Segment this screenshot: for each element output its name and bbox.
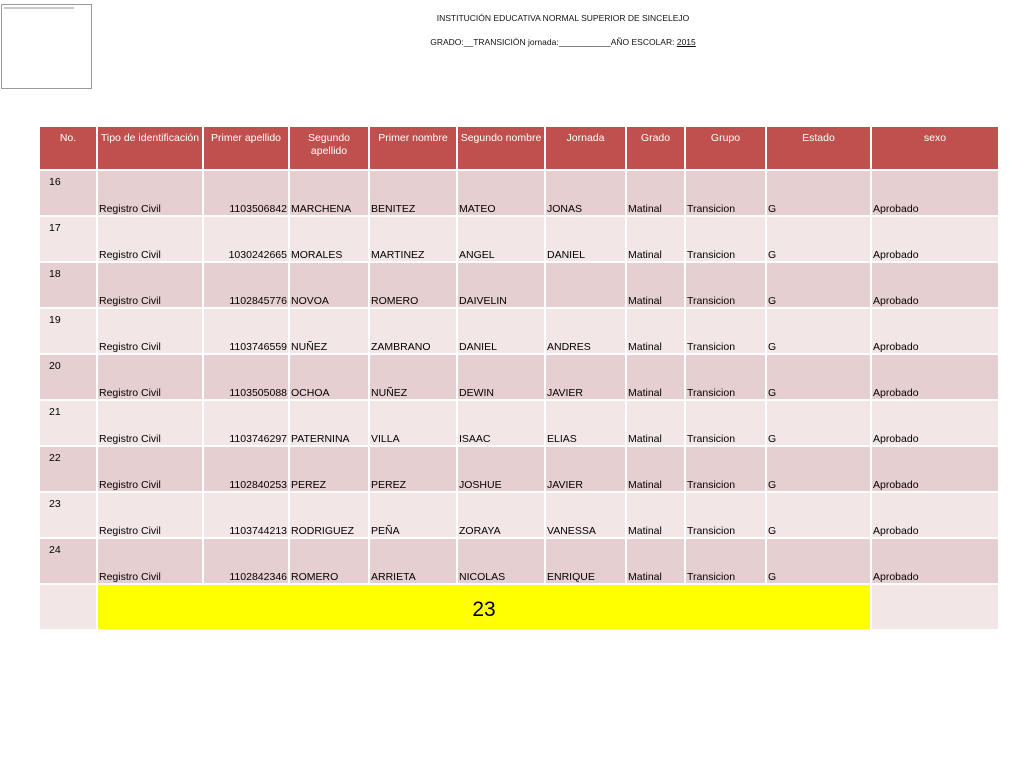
second-name-cell: ENRIQUE <box>546 539 625 583</box>
shift-cell: Matinal <box>627 447 684 491</box>
column-header: Grupo <box>686 127 765 169</box>
shift-cell: Matinal <box>627 355 684 399</box>
total-count: 23 <box>98 585 870 629</box>
second-surname-cell: PEÑA <box>370 493 456 537</box>
column-header: Estado <box>767 127 870 169</box>
table-header-row <box>40 127 998 169</box>
second-name-cell <box>546 263 625 307</box>
status-cell: Aprobado <box>872 263 998 307</box>
id-number-cell: 1103505088 <box>204 355 288 399</box>
column-header: sexo <box>872 127 998 169</box>
first-name-cell: ISAAC <box>458 401 544 445</box>
group-cell: G <box>767 217 870 261</box>
grade-cell: Transicion <box>686 263 765 307</box>
grade-cell: Transicion <box>686 355 765 399</box>
second-name-cell: ANDRES <box>546 309 625 353</box>
group-cell: G <box>767 309 870 353</box>
table-row <box>40 217 998 261</box>
first-name-cell: DEWIN <box>458 355 544 399</box>
grade-cell: Transicion <box>686 309 765 353</box>
grade-line <box>300 37 826 47</box>
second-surname-cell: ZAMBRANO <box>370 309 456 353</box>
id-type-cell: Registro Civil <box>98 447 202 491</box>
status-cell: Aprobado <box>872 171 998 215</box>
total-row <box>40 585 998 629</box>
id-type-cell: Registro Civil <box>98 401 202 445</box>
shift-cell: Matinal <box>627 217 684 261</box>
table-row <box>40 493 998 537</box>
first-surname-cell: NUÑEZ <box>290 309 368 353</box>
grade-line-text: GRADO:__TRANSICIÓN jornada:___________AÑO ESCOLAR: <box>430 37 677 47</box>
first-surname-cell: PEREZ <box>290 447 368 491</box>
total-row-spacer <box>872 585 998 629</box>
id-type-cell: Registro Civil <box>98 217 202 261</box>
shift-cell: Matinal <box>627 263 684 307</box>
first-name-cell: MATEO <box>458 171 544 215</box>
logo-caption-line <box>4 7 74 9</box>
row-number: 24 <box>40 539 96 583</box>
table-row <box>40 171 998 215</box>
second-name-cell: DANIEL <box>546 217 625 261</box>
status-cell: Aprobado <box>872 217 998 261</box>
row-number: 22 <box>40 447 96 491</box>
status-cell: Aprobado <box>872 401 998 445</box>
shift-cell: Matinal <box>627 493 684 537</box>
second-surname-cell: PEREZ <box>370 447 456 491</box>
status-cell: Aprobado <box>872 539 998 583</box>
table-row <box>40 401 998 445</box>
group-cell: G <box>767 493 870 537</box>
row-number: 17 <box>40 217 96 261</box>
second-name-cell: JAVIER <box>546 355 625 399</box>
students-table <box>38 125 1000 631</box>
second-name-cell: ELIAS <box>546 401 625 445</box>
id-number-cell: 1103746559 <box>204 309 288 353</box>
table-row <box>40 355 998 399</box>
group-cell: G <box>767 401 870 445</box>
column-header: Segundo apellido <box>290 127 368 169</box>
shift-cell: Matinal <box>627 171 684 215</box>
column-header: Tipo de identificación <box>98 127 202 169</box>
second-surname-cell: ARRIETA <box>370 539 456 583</box>
id-number-cell: 1103744213 <box>204 493 288 537</box>
column-header: Grado <box>627 127 684 169</box>
id-type-cell: Registro Civil <box>98 493 202 537</box>
first-name-cell: ZORAYA <box>458 493 544 537</box>
shift-cell: Matinal <box>627 309 684 353</box>
grade-cell: Transicion <box>686 493 765 537</box>
column-header: No. <box>40 127 96 169</box>
school-year: 2015 <box>676 37 696 47</box>
status-cell: Aprobado <box>872 309 998 353</box>
column-header: Primer nombre <box>370 127 456 169</box>
row-number: 21 <box>40 401 96 445</box>
first-surname-cell: PATERNINA <box>290 401 368 445</box>
first-surname-cell: RODRIGUEZ <box>290 493 368 537</box>
id-number-cell: 1103506842 <box>204 171 288 215</box>
group-cell: G <box>767 355 870 399</box>
second-surname-cell: BENITEZ <box>370 171 456 215</box>
id-type-cell: Registro Civil <box>98 309 202 353</box>
id-number-cell: 1030242665 <box>204 217 288 261</box>
grade-cell: Transicion <box>686 447 765 491</box>
first-name-cell: ANGEL <box>458 217 544 261</box>
institution-title: INSTITUCIÓN EDUCATIVA NORMAL SUPERIOR DE SINCELEJO <box>436 13 690 23</box>
column-header: Primer apellido <box>204 127 288 169</box>
second-name-cell: JAVIER <box>546 447 625 491</box>
group-cell: G <box>767 447 870 491</box>
column-header: Segundo nombre <box>458 127 544 169</box>
logo-placeholder <box>1 4 92 89</box>
second-name-cell: VANESSA <box>546 493 625 537</box>
status-cell: Aprobado <box>872 447 998 491</box>
first-surname-cell: ROMERO <box>290 539 368 583</box>
group-cell: G <box>767 263 870 307</box>
shift-cell: Matinal <box>627 401 684 445</box>
id-number-cell: 1102840253 <box>204 447 288 491</box>
table-body <box>40 171 998 583</box>
grade-cell: Transicion <box>686 217 765 261</box>
total-row-spacer <box>40 585 96 629</box>
row-number: 18 <box>40 263 96 307</box>
id-type-cell: Registro Civil <box>98 355 202 399</box>
first-surname-cell: NOVOA <box>290 263 368 307</box>
second-surname-cell: MARTINEZ <box>370 217 456 261</box>
status-cell: Aprobado <box>872 493 998 537</box>
first-name-cell: JOSHUE <box>458 447 544 491</box>
row-number: 16 <box>40 171 96 215</box>
row-number: 19 <box>40 309 96 353</box>
first-name-cell: NICOLAS <box>458 539 544 583</box>
id-number-cell: 1102842346 <box>204 539 288 583</box>
id-type-cell: Registro Civil <box>98 263 202 307</box>
table-row <box>40 263 998 307</box>
second-surname-cell: VILLA <box>370 401 456 445</box>
first-surname-cell: MARCHENA <box>290 171 368 215</box>
first-surname-cell: OCHOA <box>290 355 368 399</box>
table-row <box>40 539 998 583</box>
status-cell: Aprobado <box>872 355 998 399</box>
table-row <box>40 447 998 491</box>
shift-cell: Matinal <box>627 539 684 583</box>
id-type-cell: Registro Civil <box>98 171 202 215</box>
row-number: 23 <box>40 493 96 537</box>
id-number-cell: 1102845776 <box>204 263 288 307</box>
table-row <box>40 309 998 353</box>
id-number-cell: 1103746297 <box>204 401 288 445</box>
column-header: Jornada <box>546 127 625 169</box>
second-surname-cell: ROMERO <box>370 263 456 307</box>
second-name-cell: JONAS <box>546 171 625 215</box>
grade-cell: Transicion <box>686 539 765 583</box>
grade-cell: Transicion <box>686 401 765 445</box>
first-name-cell: DAIVELIN <box>458 263 544 307</box>
first-surname-cell: MORALES <box>290 217 368 261</box>
row-number: 20 <box>40 355 96 399</box>
id-type-cell: Registro Civil <box>98 539 202 583</box>
grade-cell: Transicion <box>686 171 765 215</box>
first-name-cell: DANIEL <box>458 309 544 353</box>
group-cell: G <box>767 171 870 215</box>
group-cell: G <box>767 539 870 583</box>
second-surname-cell: NUÑEZ <box>370 355 456 399</box>
